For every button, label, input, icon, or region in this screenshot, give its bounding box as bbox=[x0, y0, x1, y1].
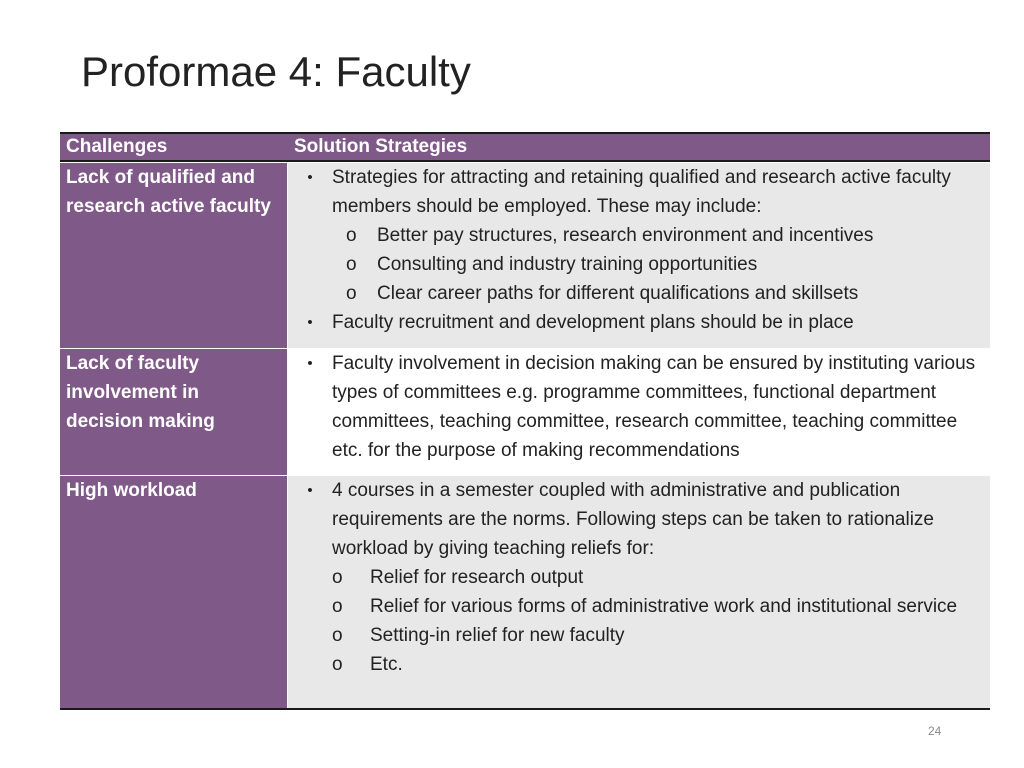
circle-bullet-icon: o bbox=[332, 625, 343, 646]
table-header-row bbox=[60, 134, 990, 162]
sub-bullet-text: Relief for various forms of administrative work and institutional service bbox=[370, 596, 958, 617]
solution-bullet bbox=[294, 163, 984, 308]
solution-bullet bbox=[294, 308, 984, 337]
circle-bullet-icon: o bbox=[332, 567, 343, 588]
bullet-icon: • bbox=[307, 482, 313, 499]
table-row bbox=[60, 162, 990, 348]
bullet-text: Faculty involvement in decision making can be ensured by instituting various types of committees e.g. programme committees, functional department committees, teaching committee, research committee, teaching committee etc. for the purpose of making recommendations bbox=[332, 353, 976, 461]
page-number: 24 bbox=[928, 724, 942, 738]
sub-bullet bbox=[332, 621, 984, 650]
solution-cell bbox=[288, 476, 990, 708]
solution-bullet-list bbox=[294, 476, 984, 679]
sub-bullet-text: Consulting and industry training opportunities bbox=[377, 254, 758, 275]
sub-bullet-text: Clear career paths for different qualifications and skillsets bbox=[377, 283, 859, 304]
sub-bullet bbox=[332, 592, 984, 621]
challenge-cell: Lack of qualified and research active faculty bbox=[60, 163, 288, 348]
table-row bbox=[60, 348, 990, 475]
header-solution-strategies: Solution Strategies bbox=[288, 134, 990, 160]
slide-title: Proformae 4: Faculty bbox=[81, 48, 471, 95]
sub-bullet-list bbox=[332, 563, 984, 679]
solution-cell bbox=[288, 349, 990, 475]
bullet-icon: • bbox=[307, 355, 313, 372]
sub-bullet-text: Setting-in relief for new faculty bbox=[370, 625, 625, 646]
sub-bullet bbox=[332, 250, 984, 279]
bullet-icon: • bbox=[307, 169, 313, 186]
circle-bullet-icon: o bbox=[332, 654, 343, 675]
sub-bullet-list bbox=[332, 221, 984, 308]
table-row bbox=[60, 475, 990, 708]
bullet-text: 4 courses in a semester coupled with administrative and publication requirements are the norms. Following steps can be taken to rationalize workload by giving teaching reliefs for: bbox=[332, 480, 934, 559]
circle-bullet-icon: o bbox=[346, 254, 357, 275]
solution-cell bbox=[288, 163, 990, 348]
sub-bullet-text: Etc. bbox=[370, 654, 403, 675]
sub-bullet bbox=[332, 563, 984, 592]
bullet-text: Strategies for attracting and retaining qualified and research active faculty members should be employed. These may include: bbox=[332, 167, 951, 217]
sub-bullet-text: Better pay structures, research environment and incentives bbox=[377, 225, 874, 246]
header-challenges: Challenges bbox=[60, 134, 288, 160]
challenge-cell: High workload bbox=[60, 476, 288, 708]
sub-bullet bbox=[332, 221, 984, 250]
faculty-table bbox=[60, 132, 990, 710]
sub-bullet bbox=[332, 279, 984, 308]
solution-bullet bbox=[294, 476, 984, 679]
solution-bullet-list bbox=[294, 163, 984, 337]
bullet-text: Faculty recruitment and development plans should be in place bbox=[332, 312, 854, 333]
solution-bullet bbox=[294, 349, 984, 465]
circle-bullet-icon: o bbox=[332, 596, 343, 617]
bullet-icon: • bbox=[307, 314, 313, 331]
circle-bullet-icon: o bbox=[346, 225, 357, 246]
sub-bullet-text: Relief for research output bbox=[370, 567, 584, 588]
solution-bullet-list bbox=[294, 349, 984, 465]
challenge-cell: Lack of faculty involvement in decision making bbox=[60, 349, 288, 475]
circle-bullet-icon: o bbox=[346, 283, 357, 304]
sub-bullet bbox=[332, 650, 984, 679]
